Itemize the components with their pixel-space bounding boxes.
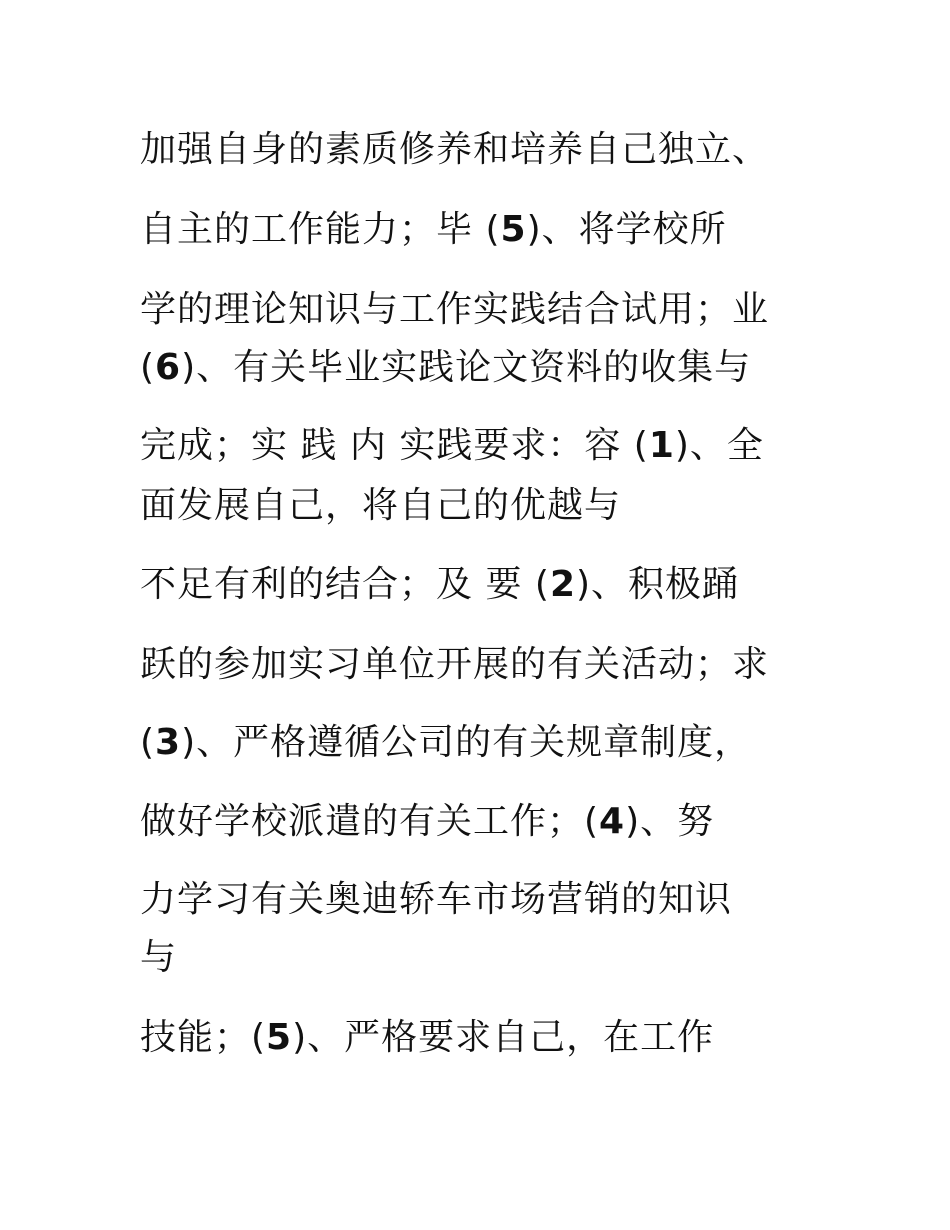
text-line-12: 与 <box>140 937 178 978</box>
text-line-11: 力学习有关奥迪轿车市场营销的知识 <box>140 879 733 920</box>
text-line-8: 跃的参加实习单位开展的有关活动；求 <box>140 644 770 685</box>
text-line-4: (6)、有关毕业实践论文资料的收集与 <box>140 347 752 388</box>
text-line-3: 学的理论知识与工作实践结合试用；业 <box>140 289 770 330</box>
text-line-9: (3)、严格遵循公司的有关规章制度， <box>140 722 752 763</box>
text-line-13: 技能；(5)、严格要求自己，在工作 <box>140 1017 715 1058</box>
text-line-2: 自主的工作能力；毕 (5)、将学校所 <box>140 209 727 250</box>
text-line-10: 做好学校派遣的有关工作；(4)、努 <box>140 801 715 842</box>
text-line-1: 加强自身的素质修养和培养自己独立、 <box>140 129 770 170</box>
text-line-6: 面发展自己，将自己的优越与 <box>140 485 622 526</box>
text-line-5: 完成；实 践 内 实践要求：容 (1)、全 <box>140 425 764 466</box>
text-line-7: 不足有利的结合；及 要 (2)、积极踊 <box>140 564 740 605</box>
